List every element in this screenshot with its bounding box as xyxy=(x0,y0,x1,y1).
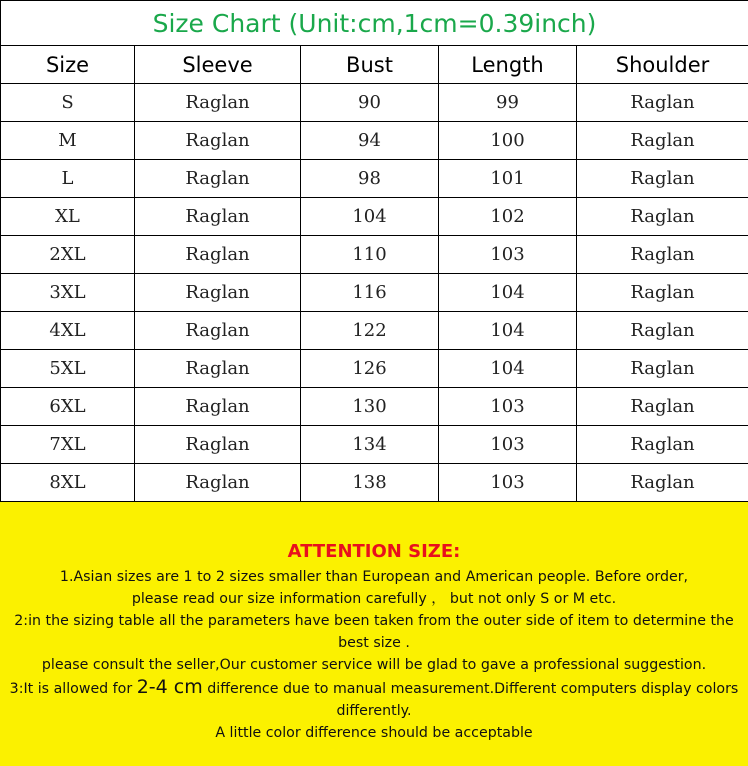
table-row xyxy=(1,84,748,122)
cell-length: 103 xyxy=(439,388,577,426)
header-shoulder: Shoulder xyxy=(577,46,748,84)
cell-sleeve: Raglan xyxy=(135,84,301,122)
table-row xyxy=(1,236,748,274)
attention-notice xyxy=(0,502,748,766)
attention-heading: ATTENTION SIZE: xyxy=(287,541,461,562)
notice-line-1a: 1.Asian sizes are 1 to 2 sizes smaller than European and American people. Before order, xyxy=(59,569,689,585)
table-row xyxy=(1,464,748,502)
cell-size: L xyxy=(1,160,135,198)
notice-line-4-pre: 3:It is allowed for xyxy=(9,681,137,697)
size-chart-title: Size Chart (Unit:cm,1cm=0.39inch) xyxy=(1,1,748,46)
cell-length: 101 xyxy=(439,160,577,198)
header-size: Size xyxy=(1,46,135,84)
cell-length: 103 xyxy=(439,464,577,502)
cell-sleeve: Raglan xyxy=(135,388,301,426)
cell-sleeve: Raglan xyxy=(135,122,301,160)
cell-sleeve: Raglan xyxy=(135,464,301,502)
cell-shoulder: Raglan xyxy=(577,388,748,426)
cell-bust: 94 xyxy=(301,122,439,160)
cell-shoulder: Raglan xyxy=(577,426,748,464)
cell-size: 2XL xyxy=(1,236,135,274)
table-row xyxy=(1,350,748,388)
cell-bust: 98 xyxy=(301,160,439,198)
cell-size: 3XL xyxy=(1,274,135,312)
cell-bust: 110 xyxy=(301,236,439,274)
cell-shoulder: Raglan xyxy=(577,236,748,274)
cell-length: 103 xyxy=(439,426,577,464)
cell-bust: 116 xyxy=(301,274,439,312)
table-row xyxy=(1,274,748,312)
cell-size: 6XL xyxy=(1,388,135,426)
cell-shoulder: Raglan xyxy=(577,160,748,198)
notice-line-4-post: difference due to manual measurement.Different computers display colors differently. xyxy=(202,681,739,719)
cell-sleeve: Raglan xyxy=(135,350,301,388)
table-row xyxy=(1,160,748,198)
table-row xyxy=(1,388,748,426)
cell-length: 104 xyxy=(439,312,577,350)
cell-shoulder: Raglan xyxy=(577,198,748,236)
title-row xyxy=(1,1,748,46)
cell-size: XL xyxy=(1,198,135,236)
header-length: Length xyxy=(439,46,577,84)
notice-line-5: A little color difference should be acceptable xyxy=(215,725,533,741)
cell-sleeve: Raglan xyxy=(135,274,301,312)
cell-sleeve: Raglan xyxy=(135,236,301,274)
cell-size: M xyxy=(1,122,135,160)
cell-sleeve: Raglan xyxy=(135,160,301,198)
table-row xyxy=(1,198,748,236)
cell-shoulder: Raglan xyxy=(577,122,748,160)
cell-shoulder: Raglan xyxy=(577,350,748,388)
cell-sleeve: Raglan xyxy=(135,198,301,236)
cell-length: 103 xyxy=(439,236,577,274)
cell-bust: 90 xyxy=(301,84,439,122)
notice-tolerance: 2-4 cm xyxy=(136,676,203,698)
cell-length: 99 xyxy=(439,84,577,122)
cell-size: S xyxy=(1,84,135,122)
cell-shoulder: Raglan xyxy=(577,312,748,350)
cell-bust: 138 xyxy=(301,464,439,502)
table-row xyxy=(1,122,748,160)
cell-size: 8XL xyxy=(1,464,135,502)
cell-bust: 134 xyxy=(301,426,439,464)
notice-line-4 xyxy=(0,676,748,722)
cell-length: 104 xyxy=(439,350,577,388)
cell-shoulder: Raglan xyxy=(577,84,748,122)
cell-bust: 104 xyxy=(301,198,439,236)
cell-size: 7XL xyxy=(1,426,135,464)
table-row xyxy=(1,312,748,350)
table-row xyxy=(1,426,748,464)
notice-line-3: please consult the seller,Our customer service will be glad to gave a professional suggestion. xyxy=(41,657,707,673)
cell-length: 104 xyxy=(439,274,577,312)
header-row xyxy=(1,46,748,84)
notice-line-2: 2:in the sizing table all the parameters have been taken from the outer side of item to determine the best size . xyxy=(14,613,734,651)
cell-bust: 130 xyxy=(301,388,439,426)
cell-bust: 126 xyxy=(301,350,439,388)
notice-line-1b: please read our size information carefully ， but not only S or M etc. xyxy=(131,591,617,607)
cell-sleeve: Raglan xyxy=(135,312,301,350)
size-rows xyxy=(1,84,748,502)
cell-shoulder: Raglan xyxy=(577,464,748,502)
cell-shoulder: Raglan xyxy=(577,274,748,312)
cell-bust: 122 xyxy=(301,312,439,350)
cell-size: 4XL xyxy=(1,312,135,350)
header-sleeve: Sleeve xyxy=(135,46,301,84)
cell-size: 5XL xyxy=(1,350,135,388)
cell-length: 102 xyxy=(439,198,577,236)
cell-sleeve: Raglan xyxy=(135,426,301,464)
header-bust: Bust xyxy=(301,46,439,84)
cell-length: 100 xyxy=(439,122,577,160)
